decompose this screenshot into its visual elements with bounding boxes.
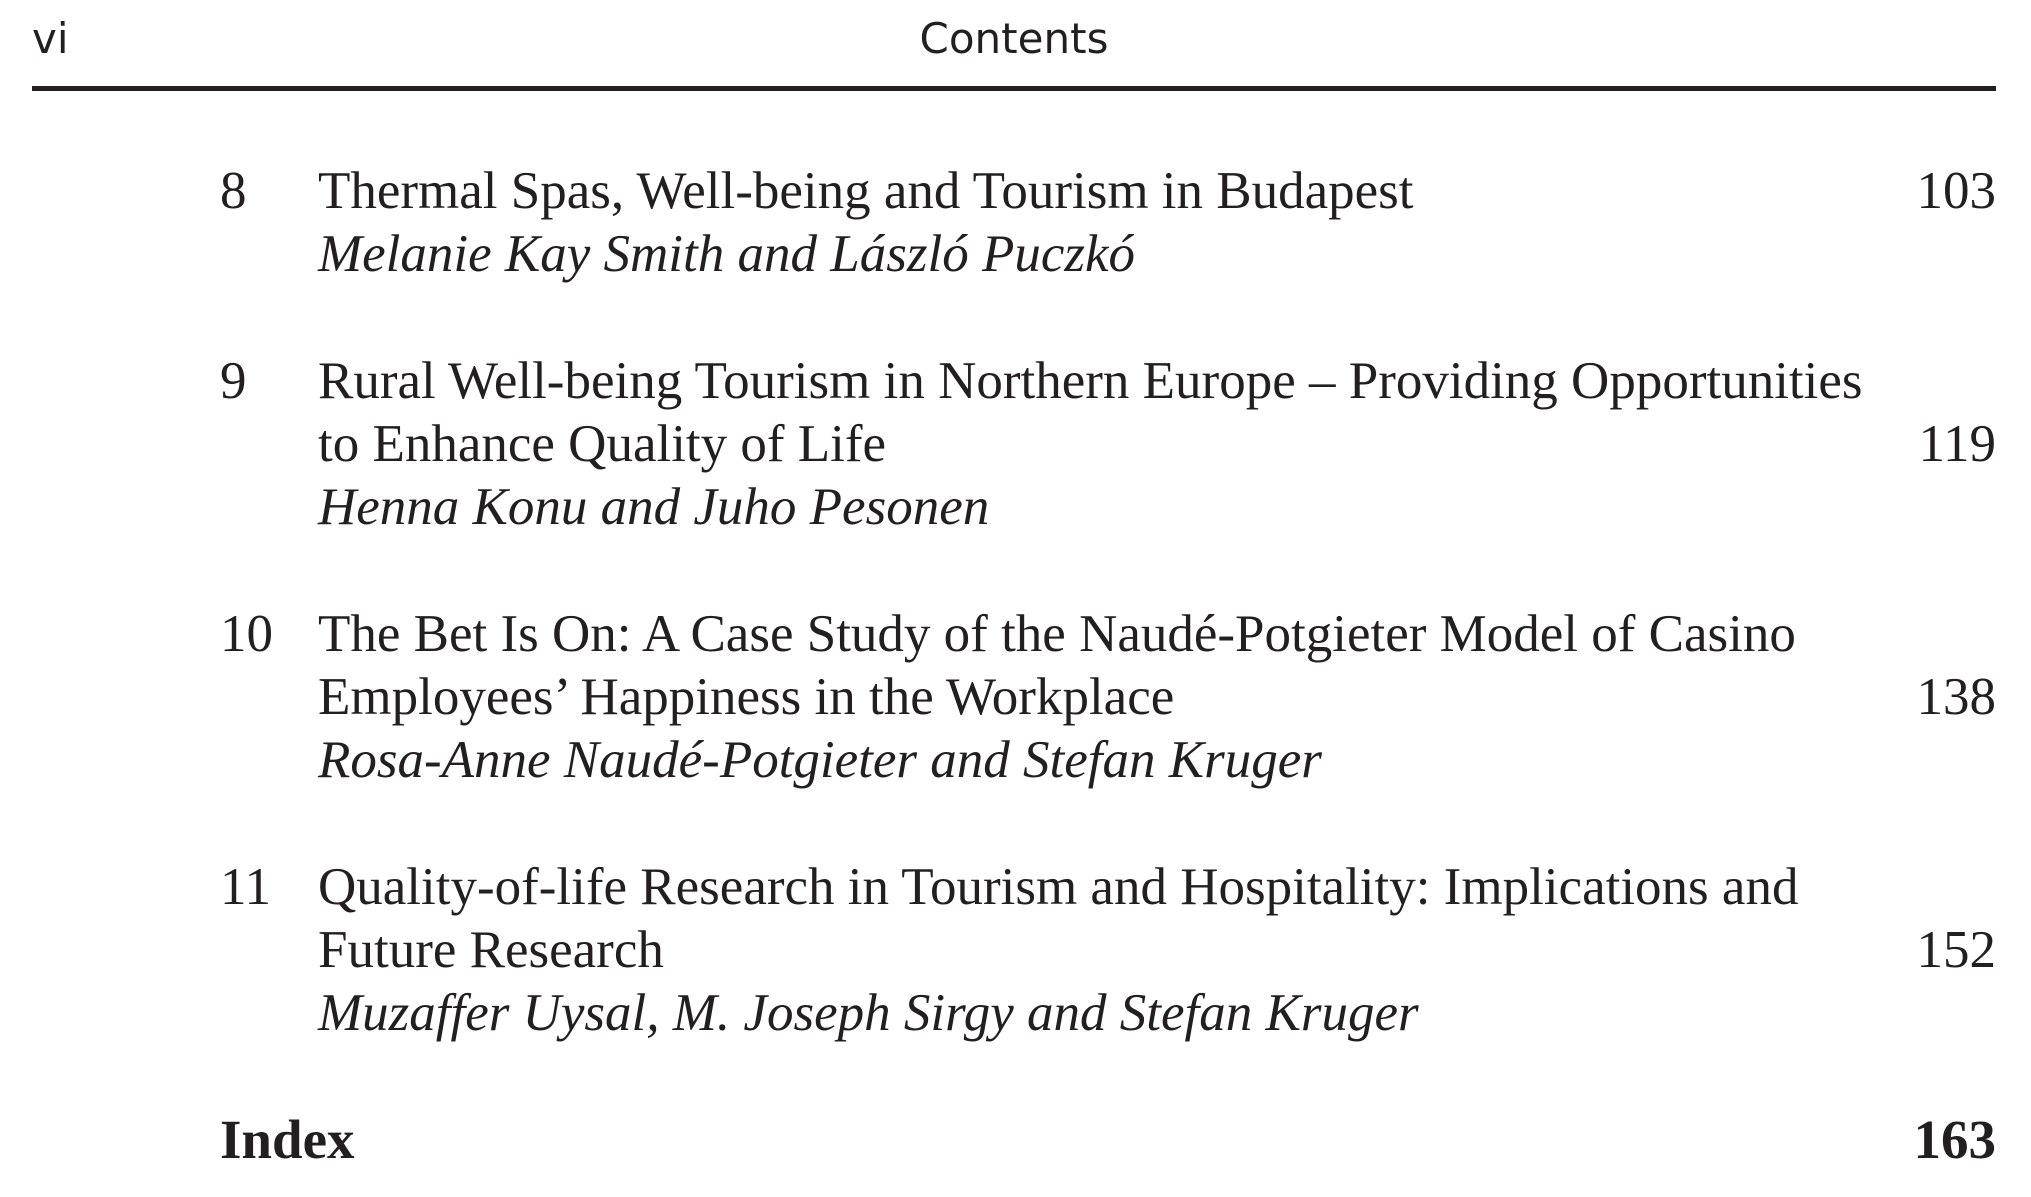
chapter-title: Rural Well-being Tourism in Northern Europe – Providing Opportunities to Enhance Quality of Life: [318, 352, 1863, 473]
index-page: 163: [1913, 1109, 1996, 1170]
chapter-page: 103: [1916, 162, 1996, 220]
header-rule: [32, 86, 1996, 91]
chapter-number: 9: [220, 352, 247, 410]
toc-entry-10: [220, 603, 1996, 792]
chapter-number: 8: [220, 162, 247, 220]
chapter-page: 152: [1916, 921, 1996, 979]
chapter-authors: Rosa-Anne Naudé-Potgieter and Stefan Kruger: [318, 731, 1322, 789]
chapter-title: The Bet Is On: A Case Study of the Naudé-Potgieter Model of Casino Employees’ Happiness in the Workplace: [318, 605, 1796, 726]
index-label: Index: [220, 1109, 355, 1170]
page-number: vi: [32, 14, 69, 63]
toc-entry-9: [220, 350, 1996, 539]
chapter-title: Thermal Spas, Well-being and Tourism in Budapest: [318, 162, 1414, 220]
chapter-title: Quality-of-life Research in Tourism and Hospitality: Implications and Future Research: [318, 858, 1799, 979]
chapter-page: 138: [1916, 668, 1996, 726]
table-of-contents: [220, 160, 1996, 1109]
toc-entry-8: [220, 160, 1996, 286]
chapter-number: 10: [220, 605, 273, 663]
chapter-page: 119: [1918, 415, 1996, 473]
chapter-number: 11: [220, 858, 272, 916]
chapter-authors: Muzaffer Uysal, M. Joseph Sirgy and Stefan Kruger: [318, 984, 1419, 1042]
chapter-authors: Henna Konu and Juho Pesonen: [318, 478, 990, 536]
chapter-authors: Melanie Kay Smith and László Puczkó: [318, 225, 1135, 283]
toc-entry-11: [220, 856, 1996, 1045]
running-head: [32, 12, 1996, 72]
running-title: Contents: [919, 14, 1109, 63]
